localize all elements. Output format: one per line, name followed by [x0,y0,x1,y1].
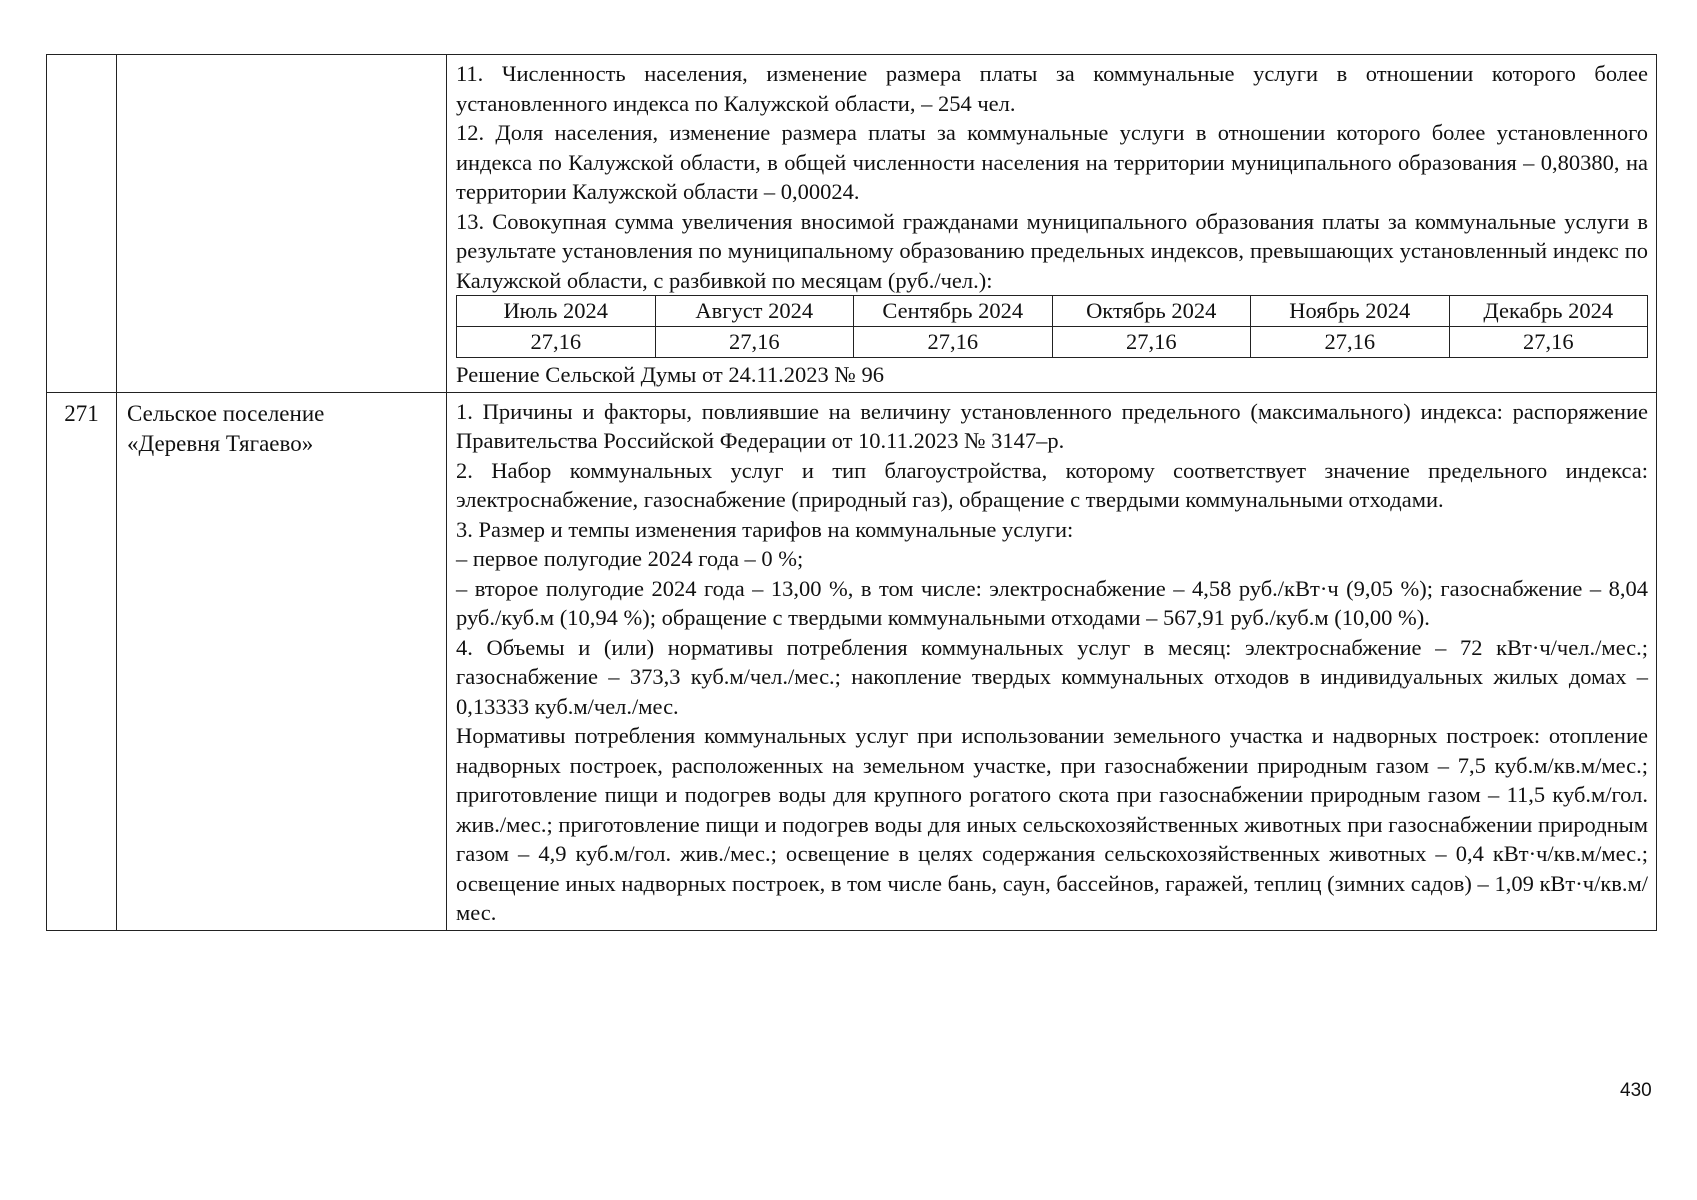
item-1: 1. Причины и факторы, повлиявшие на величину установленного предельного (максимального) индекса: распоряжение Правительства Российской Федерации от 10.11.2023 № 3147–р. [456,398,1648,453]
item-12: 12. Доля населения, изменение размера платы за коммунальные услуги в отношении которого более установленного индекса по Калужской области, в общей численности населения на территории муниципального образования – 0,80380, на территории Калужской области – 0,00024. [456,120,1648,204]
page-number: 430 [1620,1080,1652,1101]
municipality-name-cell [117,55,447,393]
month-header: Июль 2024 [457,296,656,327]
monthly-increase-table [456,295,1648,358]
month-value: 27,16 [1052,327,1251,358]
item-11: 11. Численность населения, изменение размера платы за коммунальные услуги в отношении которого более установленного индекса по Калужской области, – 254 чел. [456,61,1648,116]
table-row-continued [47,55,1657,393]
month-header: Декабрь 2024 [1449,296,1648,327]
item-3-first-half: – первое полугодие 2024 года – 0 %; [456,546,804,571]
row-number-cell [47,55,117,393]
details-cell [447,55,1657,393]
month-value: 27,16 [854,327,1053,358]
months-value-row [457,327,1648,358]
municipality-name-cell [117,392,447,930]
table-row-271 [47,392,1657,930]
decision-text: Решение Сельской Думы от 24.11.2023 № 96 [456,362,884,387]
municipality-name-line2: «Деревня Тягаево» [127,430,314,456]
item-2: 2. Набор коммунальных услуг и тип благоустройства, которому соответствует значение предельного индекса: электроснабжение, газоснабжение (природный газ), обращение с твердыми коммунальными отходами. [456,457,1648,512]
item-4: 4. Объемы и (или) нормативы потребления коммунальных услуг в месяц: электроснабжение – 72 кВт·ч/чел./мес.; газоснабжение – 373,3 куб.м/чел./мес.; накопление твердых коммунальных отходов в индивидуальных жилых домах – 0,13333 куб.м/чел./мес. [456,634,1648,719]
month-value: 27,16 [655,327,854,358]
row-number-cell: 271 [47,392,117,930]
month-header: Ноябрь 2024 [1251,296,1450,327]
month-value: 27,16 [457,327,656,358]
land-norms-paragraph: Нормативы потребления коммунальных услуг при использовании земельного участка и надворных построек: отопление надворных построек, расположенных на земельном участке, при газоснабжении природным газом – 7,5 куб.м/кв.м/мес.; приготовление пищи и подогрев воды для крупного рогатого скота при газоснабжении природным газом – 11,5 куб.м/гол. жив./мес.; приготовление пищи и подогрев воды для иных сельскохозяйственных животных при газоснабжении природным газом – 4,9 куб.м/гол. жив./мес.; освещение в целях содержания сельскохозяйственных животных – 0,4 кВт·ч/кв.м/мес.; освещение иных надворных построек, в том числе бань, саун, бассейнов, гаражей, теплиц (зимних садов) – 1,09 кВт·ч/кв.м/мес. [456,723,1648,925]
month-header: Октябрь 2024 [1052,296,1251,327]
municipality-name-line1: Сельское поселение [127,400,325,426]
month-header: Сентябрь 2024 [854,296,1053,327]
item-3-second-half: – второе полугодие 2024 года – 13,00 %, в том числе: электроснабжение – 4,58 руб./кВт·ч (9,05 %); газоснабжение – 8,04 руб./куб.м (10,94 %); обращение с твердыми коммунальными отходами – 567,91 руб./куб.м (10,00 %). [456,575,1648,630]
month-value: 27,16 [1449,327,1648,358]
main-table [46,54,1657,931]
item-3: 3. Размер и темпы изменения тарифов на коммунальные услуги: [456,516,1074,542]
details-cell [447,392,1657,930]
months-header-row [457,296,1648,327]
month-header: Август 2024 [655,296,854,327]
item-13: 13. Совокупная сумма увеличения вносимой гражданами муниципального образования платы за коммунальные услуги в результате установления по муниципальному образованию предельных индексов, превышающих установленный индекс по Калужской области, с разбивкой по месяцам (руб./чел.): [456,208,1648,293]
month-value: 27,16 [1251,327,1450,358]
